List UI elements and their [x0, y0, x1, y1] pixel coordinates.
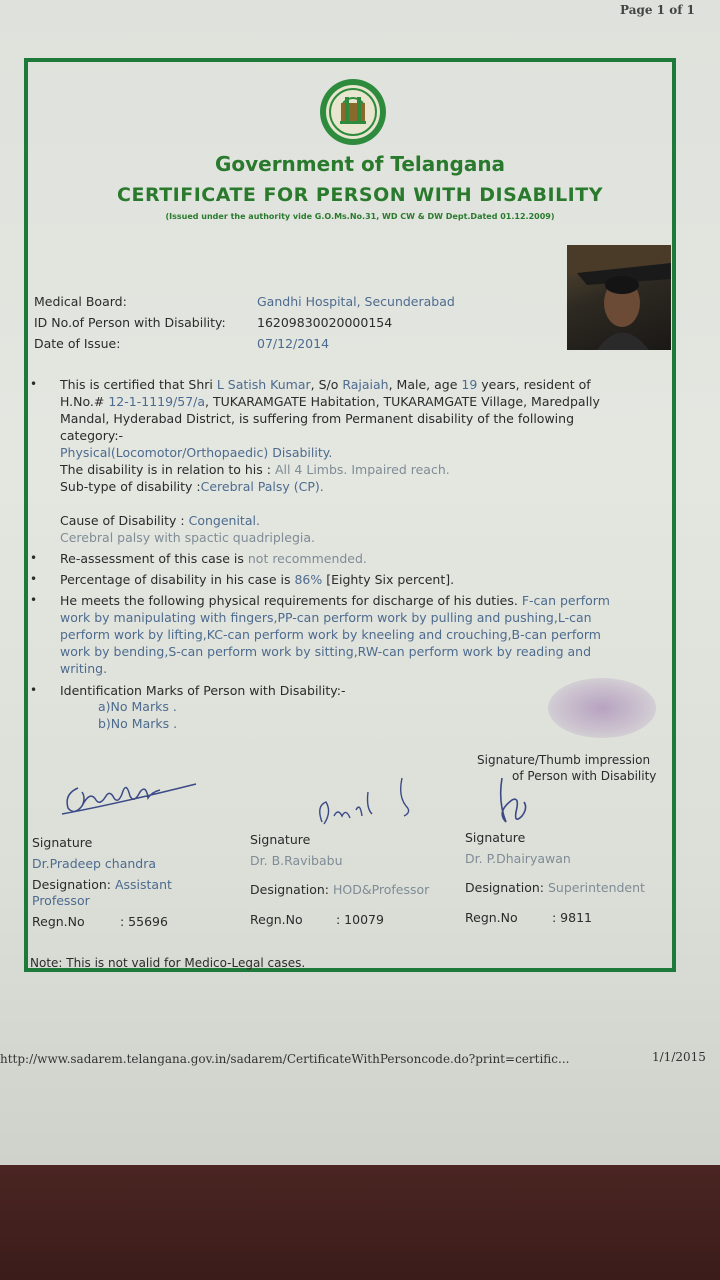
certification-line-3: Mandal, Hyderabad District, is suffering from Permanent disability of the following [60, 411, 575, 426]
signatory-1-regn-value: : 55696 [120, 914, 168, 929]
signatory-2-regn-label: Regn.No [250, 912, 303, 927]
signatory-1-designation: Designation: Assistant [32, 877, 172, 892]
signatory-1-designation-cont: Professor [32, 893, 90, 908]
thumb-label-1: Signature/Thumb impression [477, 753, 651, 767]
disability-relation: The disability is in relation to his : All 4 Limbs. Impaired reach. [60, 462, 450, 477]
requirements-line-2: work by manipulating with fingers,PP-can perform work by pulling and pushing,L-can [60, 610, 592, 625]
date-value: 07/12/2014 [257, 336, 330, 351]
signatory-2-designation: Designation: HOD&Professor [250, 882, 430, 897]
signatory-3-signature-label: Signature [465, 830, 526, 845]
signatory-3-designation: Designation: Superintendent [465, 880, 645, 895]
id-value: 16209830020000154 [257, 315, 393, 330]
certificate-title: CERTIFICATE FOR PERSON WITH DISABILITY [117, 184, 603, 206]
identification-marks-label: Identification Marks of Person with Disability:- [60, 683, 346, 698]
identification-mark-a: a)No Marks . [98, 699, 177, 714]
bullet-icon: • [30, 377, 38, 391]
signatory-2-signature-label: Signature [250, 832, 311, 847]
signatory-1-signature-label: Signature [32, 835, 93, 850]
requirements-line-3: perform work by lifting,KC-can perform work by kneeling and crouching,B-can perform [60, 627, 601, 642]
disability-subtype: Sub-type of disability :Cerebral Palsy (CP). [60, 479, 324, 494]
signatory-1-name: Dr.Pradeep chandra [32, 856, 157, 871]
reassessment-line: Re-assessment of this case is not recommended. [60, 551, 367, 566]
bullet-icon: • [30, 683, 38, 697]
signature-dhairyawan [488, 772, 548, 832]
bullet-icon: • [30, 551, 38, 565]
thumb-label-2: of Person with Disability [512, 769, 657, 783]
thumb-impression [548, 678, 656, 738]
signatory-1-regn-label: Regn.No [32, 914, 85, 929]
signatory-3-regn-value: : 9811 [552, 910, 592, 925]
percentage-line: Percentage of disability in his case is 86% [Eighty Six percent]. [60, 572, 455, 587]
id-label: ID No.of Person with Disability: [34, 315, 226, 330]
footer-date: 1/1/2015 [652, 1050, 706, 1064]
disability-cause: Cause of Disability : Congenital. [60, 513, 260, 528]
signature-ravibabu [302, 772, 422, 832]
government-title: Government of Telangana [214, 152, 506, 176]
certification-line-2: H.No.# 12-1-1119/57/a, TUKARAMGATE Habitation, TUKARAMGATE Village, Maredpally [60, 394, 600, 409]
medico-legal-note: Note: This is not valid for Medico-Legal cases. [30, 956, 306, 970]
bullet-icon: • [30, 572, 38, 586]
requirements-line-5: writing. [60, 661, 108, 676]
medical-board-label: Medical Board: [34, 294, 127, 309]
background-surface [0, 1165, 720, 1280]
authority-line: (Issued under the authority vide G.O.Ms.No.31, WD CW & DW Dept.Dated 01.12.2009) [165, 212, 555, 221]
requirements-line-4: work by bending,S-can perform work by sitting,RW-can perform work by reading and [60, 644, 592, 659]
person-photo [567, 245, 671, 350]
signatory-3-name: Dr. P.Dhairyawan [465, 851, 571, 866]
footer-url: http://www.sadarem.telangana.gov.in/sadarem/CertificateWithPersoncode.do?print=certific... [0, 1052, 570, 1066]
bullet-icon: • [30, 593, 38, 607]
signatory-3-regn-label: Regn.No [465, 910, 518, 925]
telangana-emblem-icon [318, 77, 388, 147]
signatory-2-regn-value: : 10079 [336, 912, 384, 927]
identification-mark-b: b)No Marks . [98, 716, 178, 731]
disability-cause-detail: Cerebral palsy with spactic quadriplegia. [60, 530, 315, 545]
page-number: Page 1 of 1 [620, 3, 695, 17]
signature-pradeep-chandra [56, 770, 206, 820]
disability-category: Physical(Locomotor/Orthopaedic) Disability. [60, 445, 333, 460]
certification-line-4: category:- [60, 428, 124, 443]
signatory-2-name: Dr. B.Ravibabu [250, 853, 343, 868]
date-label: Date of Issue: [34, 336, 121, 351]
certification-line-1: This is certified that Shri L Satish Kumar, S/o Rajaiah, Male, age 19 years, resident of [60, 377, 591, 392]
medical-board-value: Gandhi Hospital, Secunderabad [257, 294, 455, 309]
requirements-line-1: He meets the following physical requirements for discharge of his duties. F-can perform [60, 593, 610, 608]
